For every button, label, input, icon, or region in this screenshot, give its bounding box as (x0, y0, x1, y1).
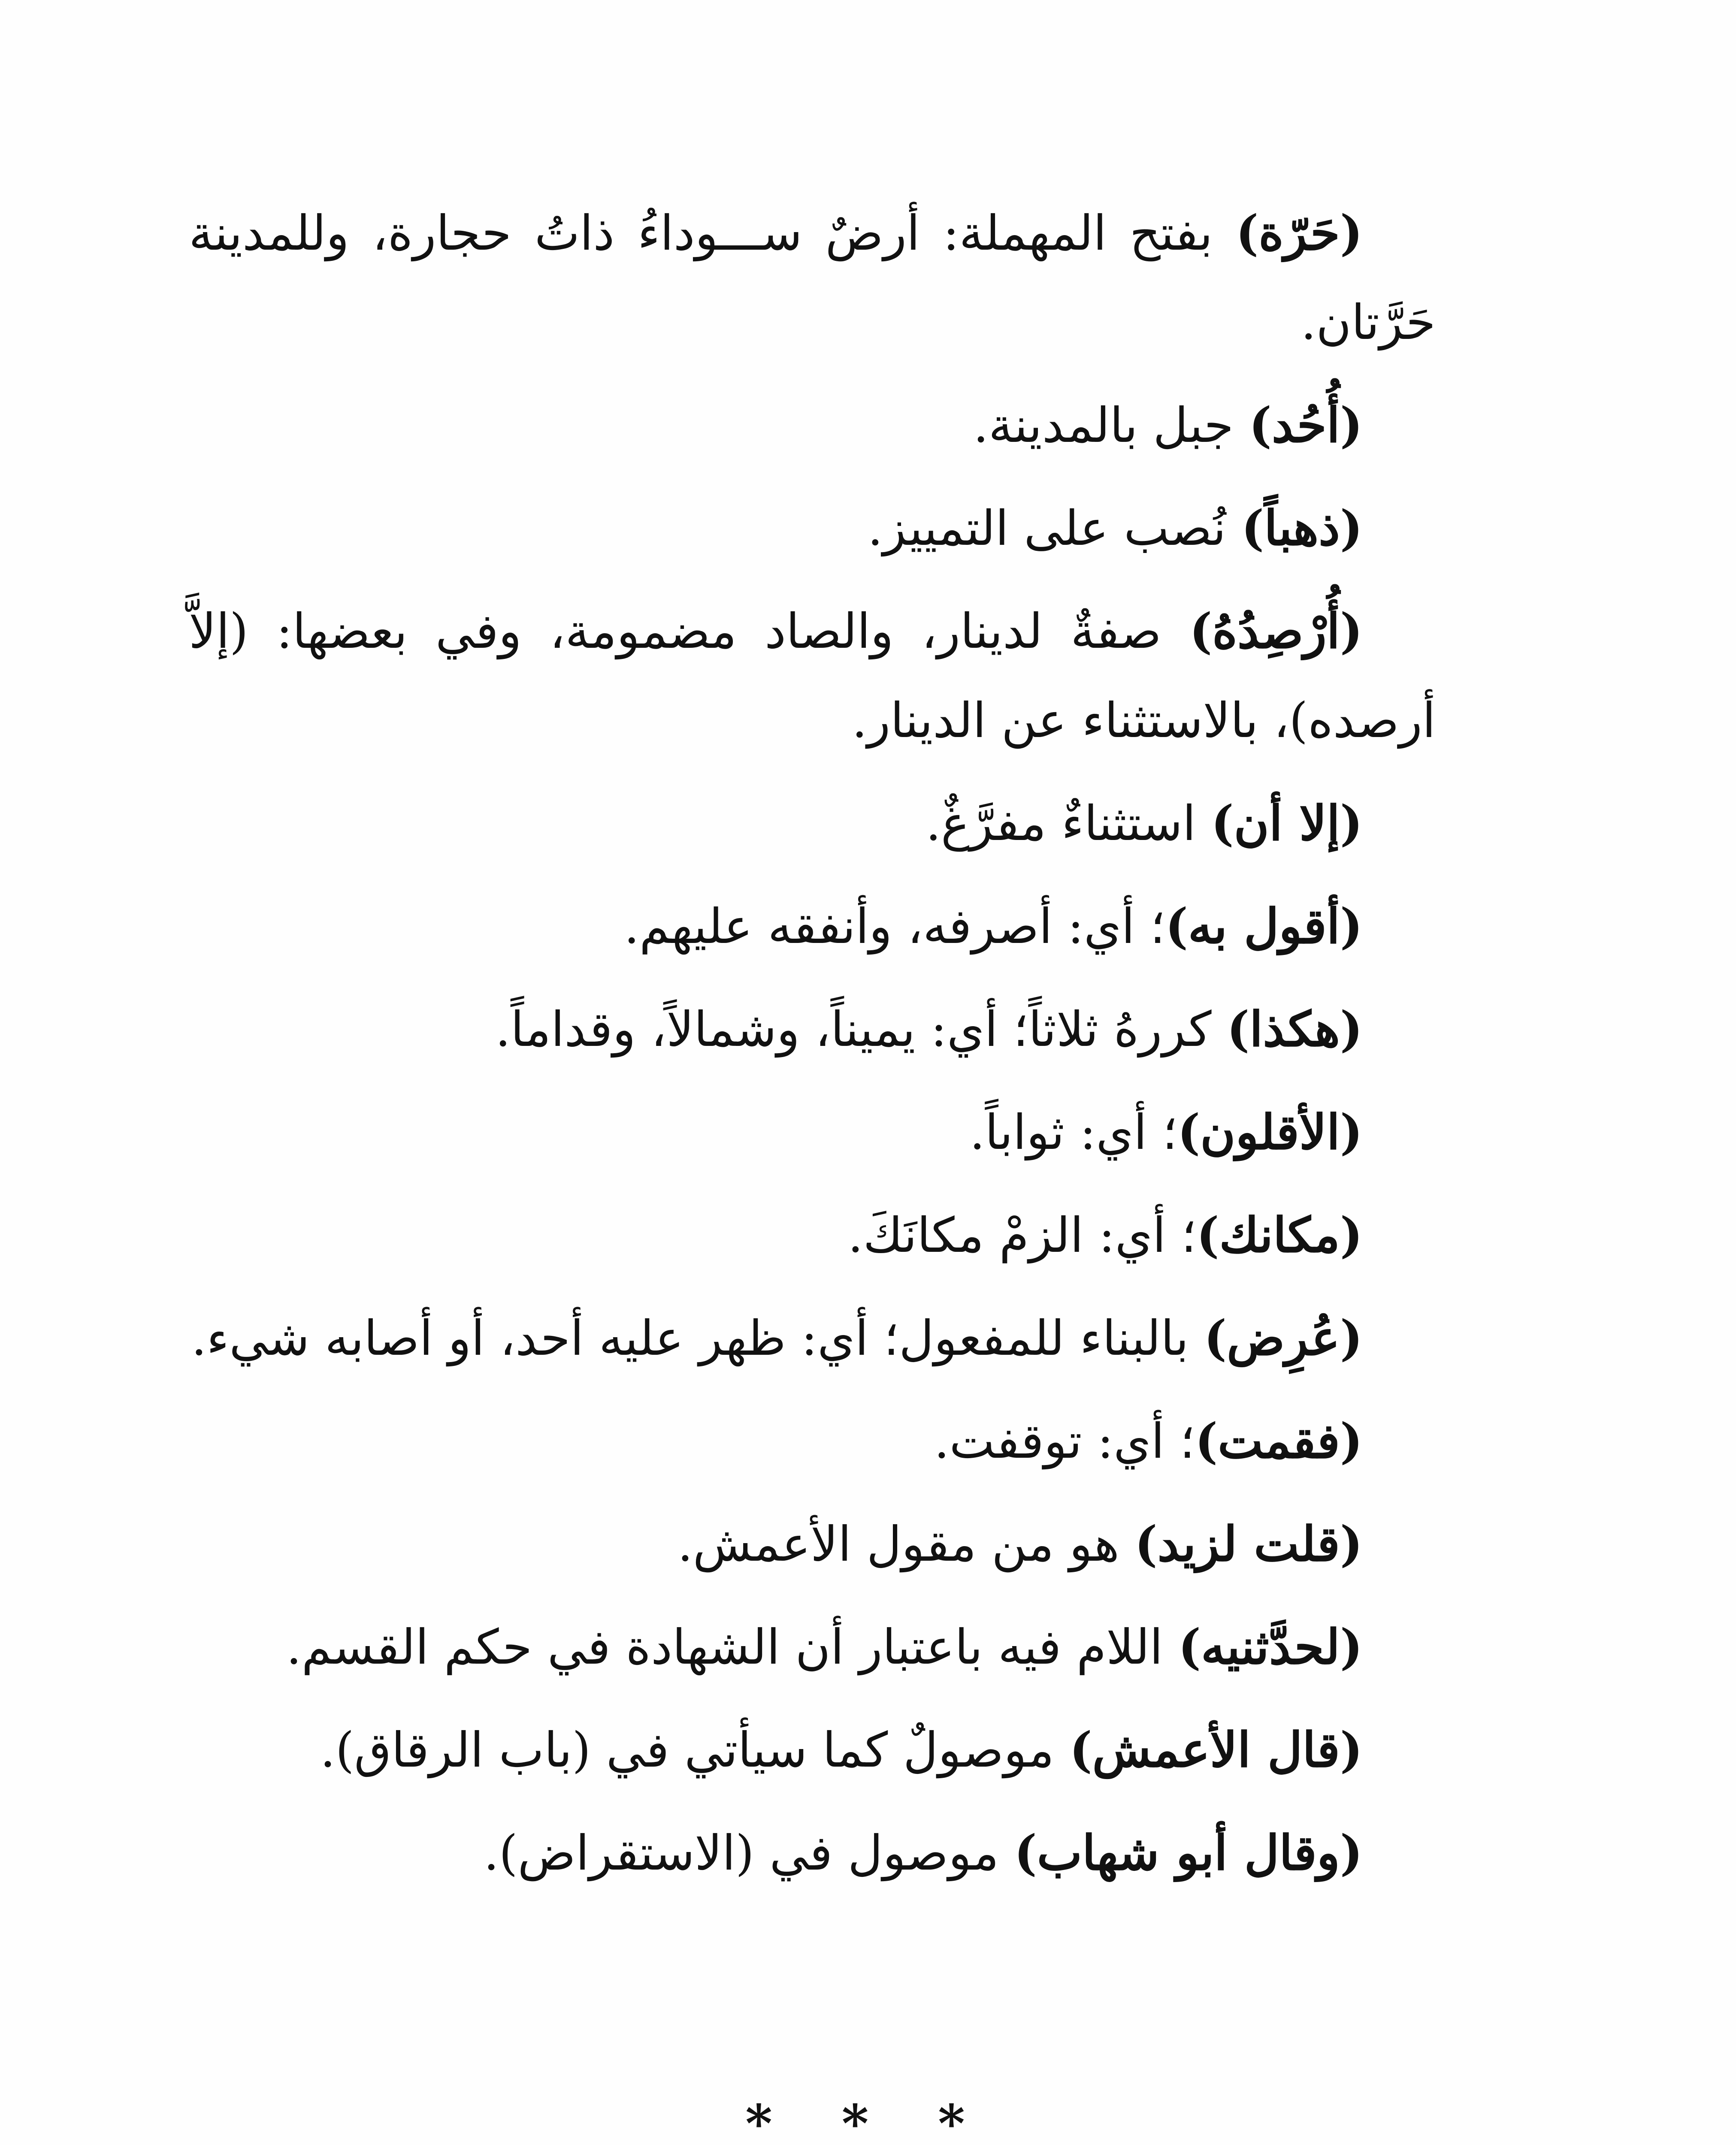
entry-text: هو من مقول الأعمش. (677, 1517, 1135, 1572)
glossary-text-block (189, 189, 1436, 1912)
glossary-entry (189, 779, 1436, 868)
glossary-entry (189, 381, 1436, 470)
glossary-entry (189, 1500, 1436, 1589)
glossary-entry (189, 189, 1436, 367)
entry-term: (أُحُد) (1249, 397, 1363, 453)
entry-text: اللام فيه باعتبار أن الشهادة في حكم القسم. (286, 1619, 1178, 1675)
section-separator: * * * (745, 2094, 991, 2145)
entry-term: (قال الأعمش) (1069, 1722, 1363, 1778)
entry-term: (حَرّة) (1236, 205, 1363, 261)
entry-text: موصولٌ كما سيأتي في (باب الرقاق). (320, 1722, 1070, 1778)
glossary-entry (189, 882, 1436, 971)
entry-text: نُصب على التمييز. (868, 501, 1242, 556)
entry-term: (عُرِض) (1204, 1310, 1363, 1366)
entry-term: (وقال أبو شهاب) (1014, 1825, 1363, 1881)
glossary-entry (189, 985, 1436, 1074)
entry-text: موصول في (الاستقراض). (484, 1825, 1014, 1881)
entry-text: ؛ أي: أصرفه، وأنفقه عليهم. (624, 899, 1165, 955)
entry-text: ؛ أي: ثواباً. (969, 1105, 1178, 1160)
entry-term: (فقمت) (1195, 1413, 1363, 1469)
glossary-entry (189, 1191, 1436, 1280)
glossary-entry (189, 1088, 1436, 1177)
entry-text: استثناءٌ مفرَّغٌ. (925, 796, 1211, 852)
entry-text: بالبناء للمفعول؛ أي: ظهر عليه أحد، أو أصابه شيء. (191, 1311, 1204, 1366)
glossary-entry (189, 1603, 1436, 1692)
entry-text: كررهُ ثلاثاً؛ أي: يميناً، وشمالاً، وقداماً. (495, 1002, 1227, 1057)
entry-text: بفتح المهملة: أرضٌ ســـوداءُ ذاتُ حجارة، وللمدينة حَرَّتان. (189, 205, 1436, 350)
entry-term: (الأقلون) (1177, 1104, 1363, 1160)
entry-term: (أقول به) (1165, 898, 1363, 955)
entry-term: (ذهباً) (1241, 500, 1363, 556)
glossary-entry (189, 484, 1436, 573)
entry-text: ؛ أي: الزمْ مكانَكَ. (848, 1208, 1197, 1263)
glossary-entry (189, 1294, 1436, 1383)
glossary-entry (189, 1706, 1436, 1795)
entry-term: (قلت لزيد) (1134, 1516, 1363, 1572)
entry-term: (هكذا) (1227, 1001, 1363, 1057)
entry-term: (إلا أن) (1211, 795, 1363, 852)
glossary-entry (189, 587, 1436, 765)
entry-term: (لحدَّثنيه) (1178, 1619, 1363, 1675)
glossary-entry (189, 1809, 1436, 1898)
entry-text: جبل بالمدينة. (973, 398, 1249, 453)
glossary-entry (189, 1397, 1436, 1486)
entry-term: (أُرْصِدُهُ) (1189, 603, 1363, 659)
entry-text: ؛ أي: توقفت. (934, 1414, 1195, 1469)
entry-term: (مكانك) (1196, 1207, 1363, 1263)
entry-text: صفةٌ لدينار، والصاد مضمومة، وفي بعضها: (إلاَّ أرصده)، بالاستثناء عن الدينار. (189, 604, 1436, 749)
